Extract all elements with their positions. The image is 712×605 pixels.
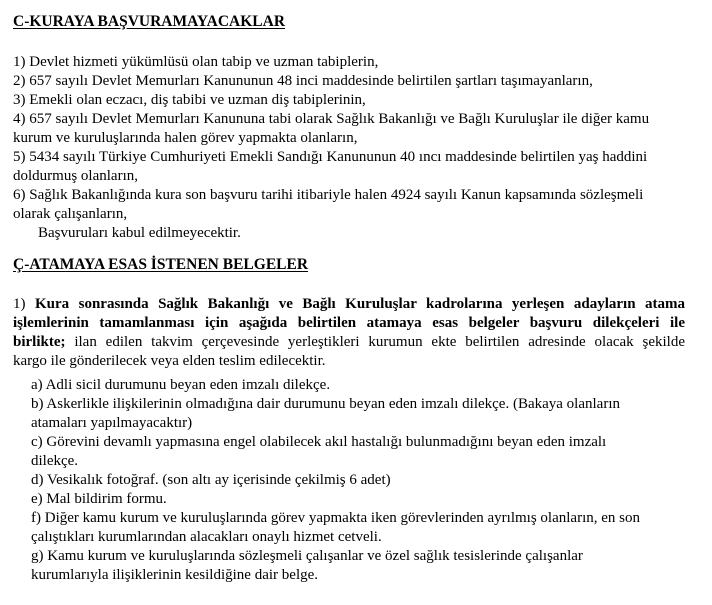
- list-item: olarak çalışanların,: [13, 206, 128, 222]
- section-c-heading: C-KURAYA BAŞVURAMAYACAKLAR: [13, 13, 286, 30]
- intro-line-4: kargo ile gönderilecek veya elden teslim edilecektir.: [13, 353, 326, 369]
- list-item: atamaları yapılmayacaktır): [31, 415, 193, 431]
- intro-line-3: [13, 333, 685, 352]
- intro-rest-3: ilan edilen takvim çerçevesinde yerleştikleri kurumun ekte belirtilen adresinde olacak şekilde: [65, 334, 685, 350]
- list-item: çalıştıkları kurumlarından alacakları onaylı hizmet cetveli.: [31, 529, 382, 545]
- list-item: f) Diğer kamu kurum ve kuruluşlarında görev yapmakta iken görevlerinden ayrılmış olanların, en son: [31, 510, 640, 526]
- list-item: b) Askerlikle ilişkilerinin olmadığına dair durumunu beyan eden imzalı dilekçe. (Bakaya olanların: [31, 396, 620, 412]
- intro-number: 1): [13, 296, 35, 312]
- intro-line-2: [13, 314, 685, 333]
- intro-bold-1: Kura sonrasında Sağlık Bakanlığı ve Bağlı Kuruluşlar kadrolarına yerleşen adayların atama: [34, 296, 685, 312]
- list-item: a) Adli sicil durumunu beyan eden imzalı dilekçe.: [31, 377, 331, 393]
- list-item: c) Görevini devamlı yapmasına engel olabilecek akıl hastalığı bulunmadığını beyan eden imzalı: [31, 434, 607, 450]
- closing-text: Başvuruları kabul edilmeyecektir.: [38, 225, 241, 241]
- list-item: kurumlarıyla ilişiklerinin kesildiğine dair belge.: [31, 567, 319, 583]
- list-item: 3) Emekli olan eczacı, diş tabibi ve uzman diş tabiplerinin,: [13, 92, 366, 108]
- list-item: g) Kamu kurum ve kuruluşlarında sözleşmeli çalışanlar ve özel sağlık tesislerinde çalışanlar: [31, 548, 583, 564]
- intro-bold-3: birlikte;: [13, 334, 66, 350]
- list-item: doldurmuş olanların,: [13, 168, 138, 184]
- intro-line-1: [13, 295, 685, 314]
- section-cc-heading: Ç-ATAMAYA ESAS İSTENEN BELGELER: [13, 256, 309, 273]
- list-item: kurum ve kuruluşlarında halen görev yapmakta olanların,: [13, 130, 358, 146]
- list-item: d) Vesikalık fotoğraf. (son altı ay içerisinde çekilmiş 6 adet): [31, 472, 391, 488]
- list-item: 6) Sağlık Bakanlığında kura son başvuru tarihi itibariyle halen 4924 sayılı Kanun kapsamında sözleşmeli: [13, 187, 644, 203]
- list-item: 2) 657 sayılı Devlet Memurları Kanununun 48 inci maddesinde belirtilen şartları taşımayanların,: [13, 73, 593, 89]
- list-item: 4) 657 sayılı Devlet Memurları Kanununa tabi olarak Sağlık Bakanlığı ve Bağlı Kuruluşlar ile diğer kamu: [13, 111, 650, 127]
- list-item: 5) 5434 sayılı Türkiye Cumhuriyeti Emekli Sandığı Kanununun 40 ıncı maddesinde belirtilen yaş haddini: [13, 149, 648, 165]
- list-item: e) Mal bildirim formu.: [31, 491, 167, 507]
- list-item: 1) Devlet hizmeti yükümlüsü olan tabip ve uzman tabiplerin,: [13, 54, 379, 70]
- intro-bold-2: işlemlerinin tamamlanması için aşağıda belirtilen atamaya esas belgeler başvuru dilekçeleri ile: [13, 315, 685, 331]
- list-item: dilekçe.: [31, 453, 79, 469]
